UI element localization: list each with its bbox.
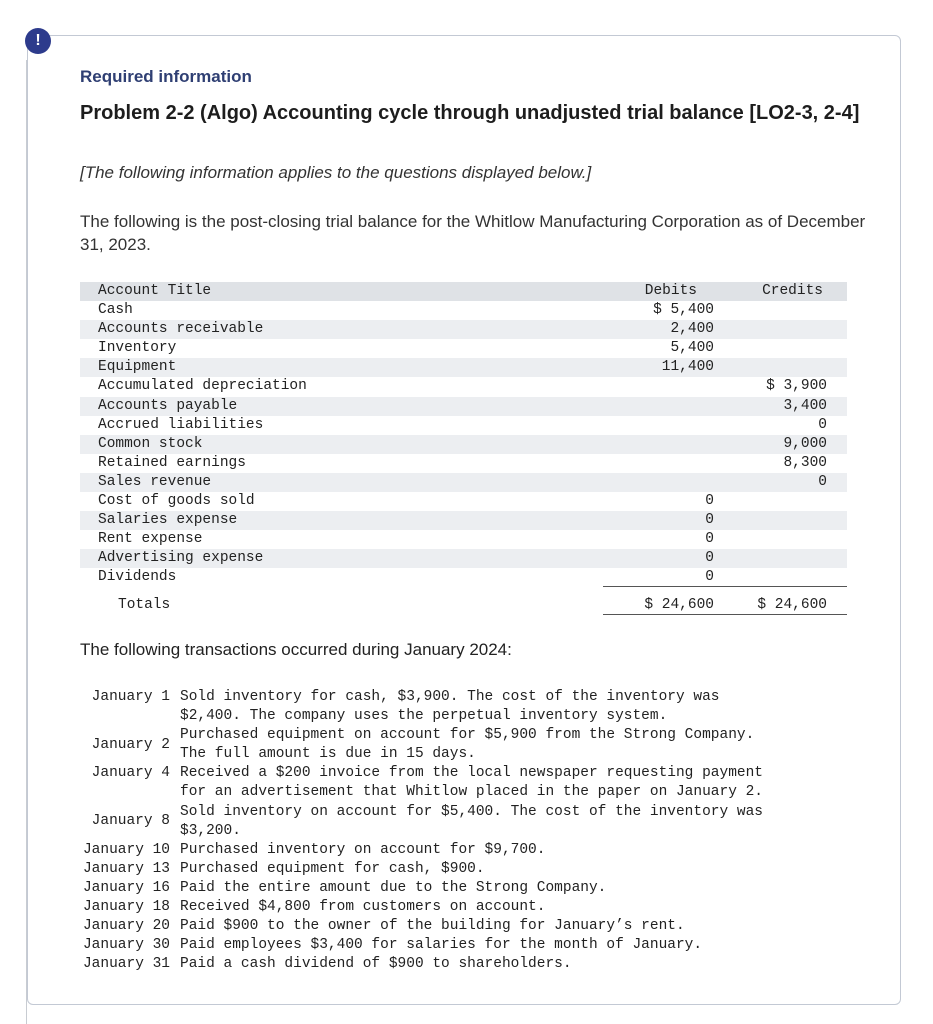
transaction-date: January 20 <box>82 918 170 935</box>
required-info-heading: Required information <box>80 67 252 86</box>
credit-cell: 0 <box>818 416 827 433</box>
transaction-text-line: Sold inventory for cash, $3,900. The cost of the inventory was <box>180 689 720 705</box>
transaction-text-line: Purchased equipment for cash, $900. <box>180 860 485 877</box>
debit-cell: 0 <box>705 531 714 548</box>
transaction-text-line: $3,200. <box>180 822 241 839</box>
transaction-text-line: The full amount is due in 15 days. <box>180 746 476 763</box>
account-title-header: Account Title <box>98 283 212 299</box>
debit-cell: 0 <box>705 569 714 586</box>
transaction-date: January 30 <box>82 937 170 954</box>
transaction-item <box>80 917 860 936</box>
transaction-text-line: Paid $900 to the owner of the building for January’s rent. <box>180 918 685 935</box>
debit-cell: 2,400 <box>670 321 714 338</box>
totals-row <box>80 588 847 618</box>
totals-label: Totals <box>118 596 171 613</box>
total-debits: $ 24,600 <box>644 596 714 613</box>
account-cell: Cost of goods sold <box>98 493 255 510</box>
account-cell: Cash <box>98 302 133 319</box>
debits-header: Debits <box>644 283 697 299</box>
table-row <box>80 435 847 454</box>
transactions-intro: The following transactions occurred during January 2024: <box>80 640 512 659</box>
table-row <box>80 339 847 358</box>
problem-title: Problem 2-2 (Algo) Accounting cycle through unadjusted trial balance [LO2-3, 2-4] <box>80 102 860 124</box>
account-cell: Common stock <box>98 435 203 452</box>
table-header-row <box>80 282 847 301</box>
totals-bottom-rule <box>603 614 847 615</box>
transaction-date: January 1 <box>91 689 170 705</box>
alert-icon: ! <box>25 28 51 54</box>
credit-cell: 0 <box>818 473 827 490</box>
account-cell: Inventory <box>98 340 177 357</box>
transaction-item <box>80 936 860 955</box>
credits-header: Credits <box>762 283 823 299</box>
account-cell: Sales revenue <box>98 473 212 490</box>
transaction-text-line: for an advertisement that Whitlow placed in the paper on January 2. <box>180 784 763 801</box>
table-row <box>80 530 847 549</box>
transaction-item <box>80 860 860 879</box>
transaction-text-line: Paid the entire amount due to the Strong Company. <box>180 879 607 896</box>
transaction-date: January 13 <box>82 860 170 877</box>
transaction-text-line: Received a $200 invoice from the local newspaper requesting payment <box>180 765 763 782</box>
transaction-text-line: Paid a cash dividend of $900 to shareholders. <box>180 956 572 973</box>
account-cell: Equipment <box>98 359 177 376</box>
transaction-item <box>80 726 860 764</box>
debit-cell: 5,400 <box>670 340 714 357</box>
transaction-date: January 2 <box>91 736 170 753</box>
transaction-date: January 4 <box>91 765 170 782</box>
transaction-date: January 16 <box>82 879 170 896</box>
totals-top-rule <box>603 586 847 587</box>
table-row <box>80 473 847 492</box>
credit-cell: $ 3,900 <box>766 378 827 395</box>
account-cell: Retained earnings <box>98 454 246 471</box>
table-row <box>80 549 847 568</box>
trial-balance-table <box>80 282 847 618</box>
table-row <box>80 511 847 530</box>
transaction-item <box>80 688 860 726</box>
table-row <box>80 377 847 396</box>
debit-cell: 11,400 <box>661 359 714 376</box>
credit-cell: 8,300 <box>783 454 827 471</box>
credit-cell: 3,400 <box>783 397 827 414</box>
trial-balance-intro: The following is the post-closing trial balance for the Whitlow Manufacturing Corporation as of December 31, 2023. <box>80 212 866 254</box>
table-row <box>80 492 847 511</box>
table-row <box>80 358 847 377</box>
transactions-list <box>80 688 860 974</box>
transaction-text-line: Sold inventory on account for $5,400. The cost of the inventory was <box>180 803 763 820</box>
debit-cell: 0 <box>705 550 714 567</box>
table-row <box>80 301 847 320</box>
debit-cell: 0 <box>705 512 714 529</box>
account-cell: Accumulated depreciation <box>98 378 307 395</box>
table-row <box>80 454 847 473</box>
debit-cell: 0 <box>705 493 714 510</box>
transaction-item <box>80 879 860 898</box>
debit-cell: $ 5,400 <box>653 302 714 319</box>
credit-cell: 9,000 <box>783 435 827 452</box>
transaction-date: January 18 <box>82 899 170 916</box>
transaction-text-line: $2,400. The company uses the perpetual inventory system. <box>180 708 668 725</box>
table-row <box>80 320 847 339</box>
account-cell: Advertising expense <box>98 550 264 567</box>
transaction-item <box>80 803 860 841</box>
transaction-date: January 8 <box>91 813 170 830</box>
table-row <box>80 568 847 587</box>
account-cell: Salaries expense <box>98 512 238 529</box>
info-note: [The following information applies to the questions displayed below.] <box>80 163 592 182</box>
account-cell: Rent expense <box>98 531 203 548</box>
account-cell: Accounts receivable <box>98 321 264 338</box>
account-cell: Dividends <box>98 569 177 586</box>
table-row <box>80 397 847 416</box>
transaction-date: January 31 <box>82 956 170 973</box>
transaction-item <box>80 764 860 802</box>
transaction-text-line: Purchased inventory on account for $9,700. <box>180 841 546 858</box>
transaction-item <box>80 841 860 860</box>
transaction-text-line: Paid employees $3,400 for salaries for the month of January. <box>180 937 703 954</box>
transaction-item <box>80 898 860 917</box>
transaction-text-line: Received $4,800 from customers on account. <box>180 899 546 916</box>
table-row <box>80 416 847 435</box>
transaction-item <box>80 955 860 974</box>
account-cell: Accounts payable <box>98 397 238 414</box>
transaction-text-line: Purchased equipment on account for $5,900 from the Strong Company. <box>180 727 755 744</box>
account-cell: Accrued liabilities <box>98 416 264 433</box>
total-credits: $ 24,600 <box>757 596 827 613</box>
transaction-date: January 10 <box>82 841 170 858</box>
